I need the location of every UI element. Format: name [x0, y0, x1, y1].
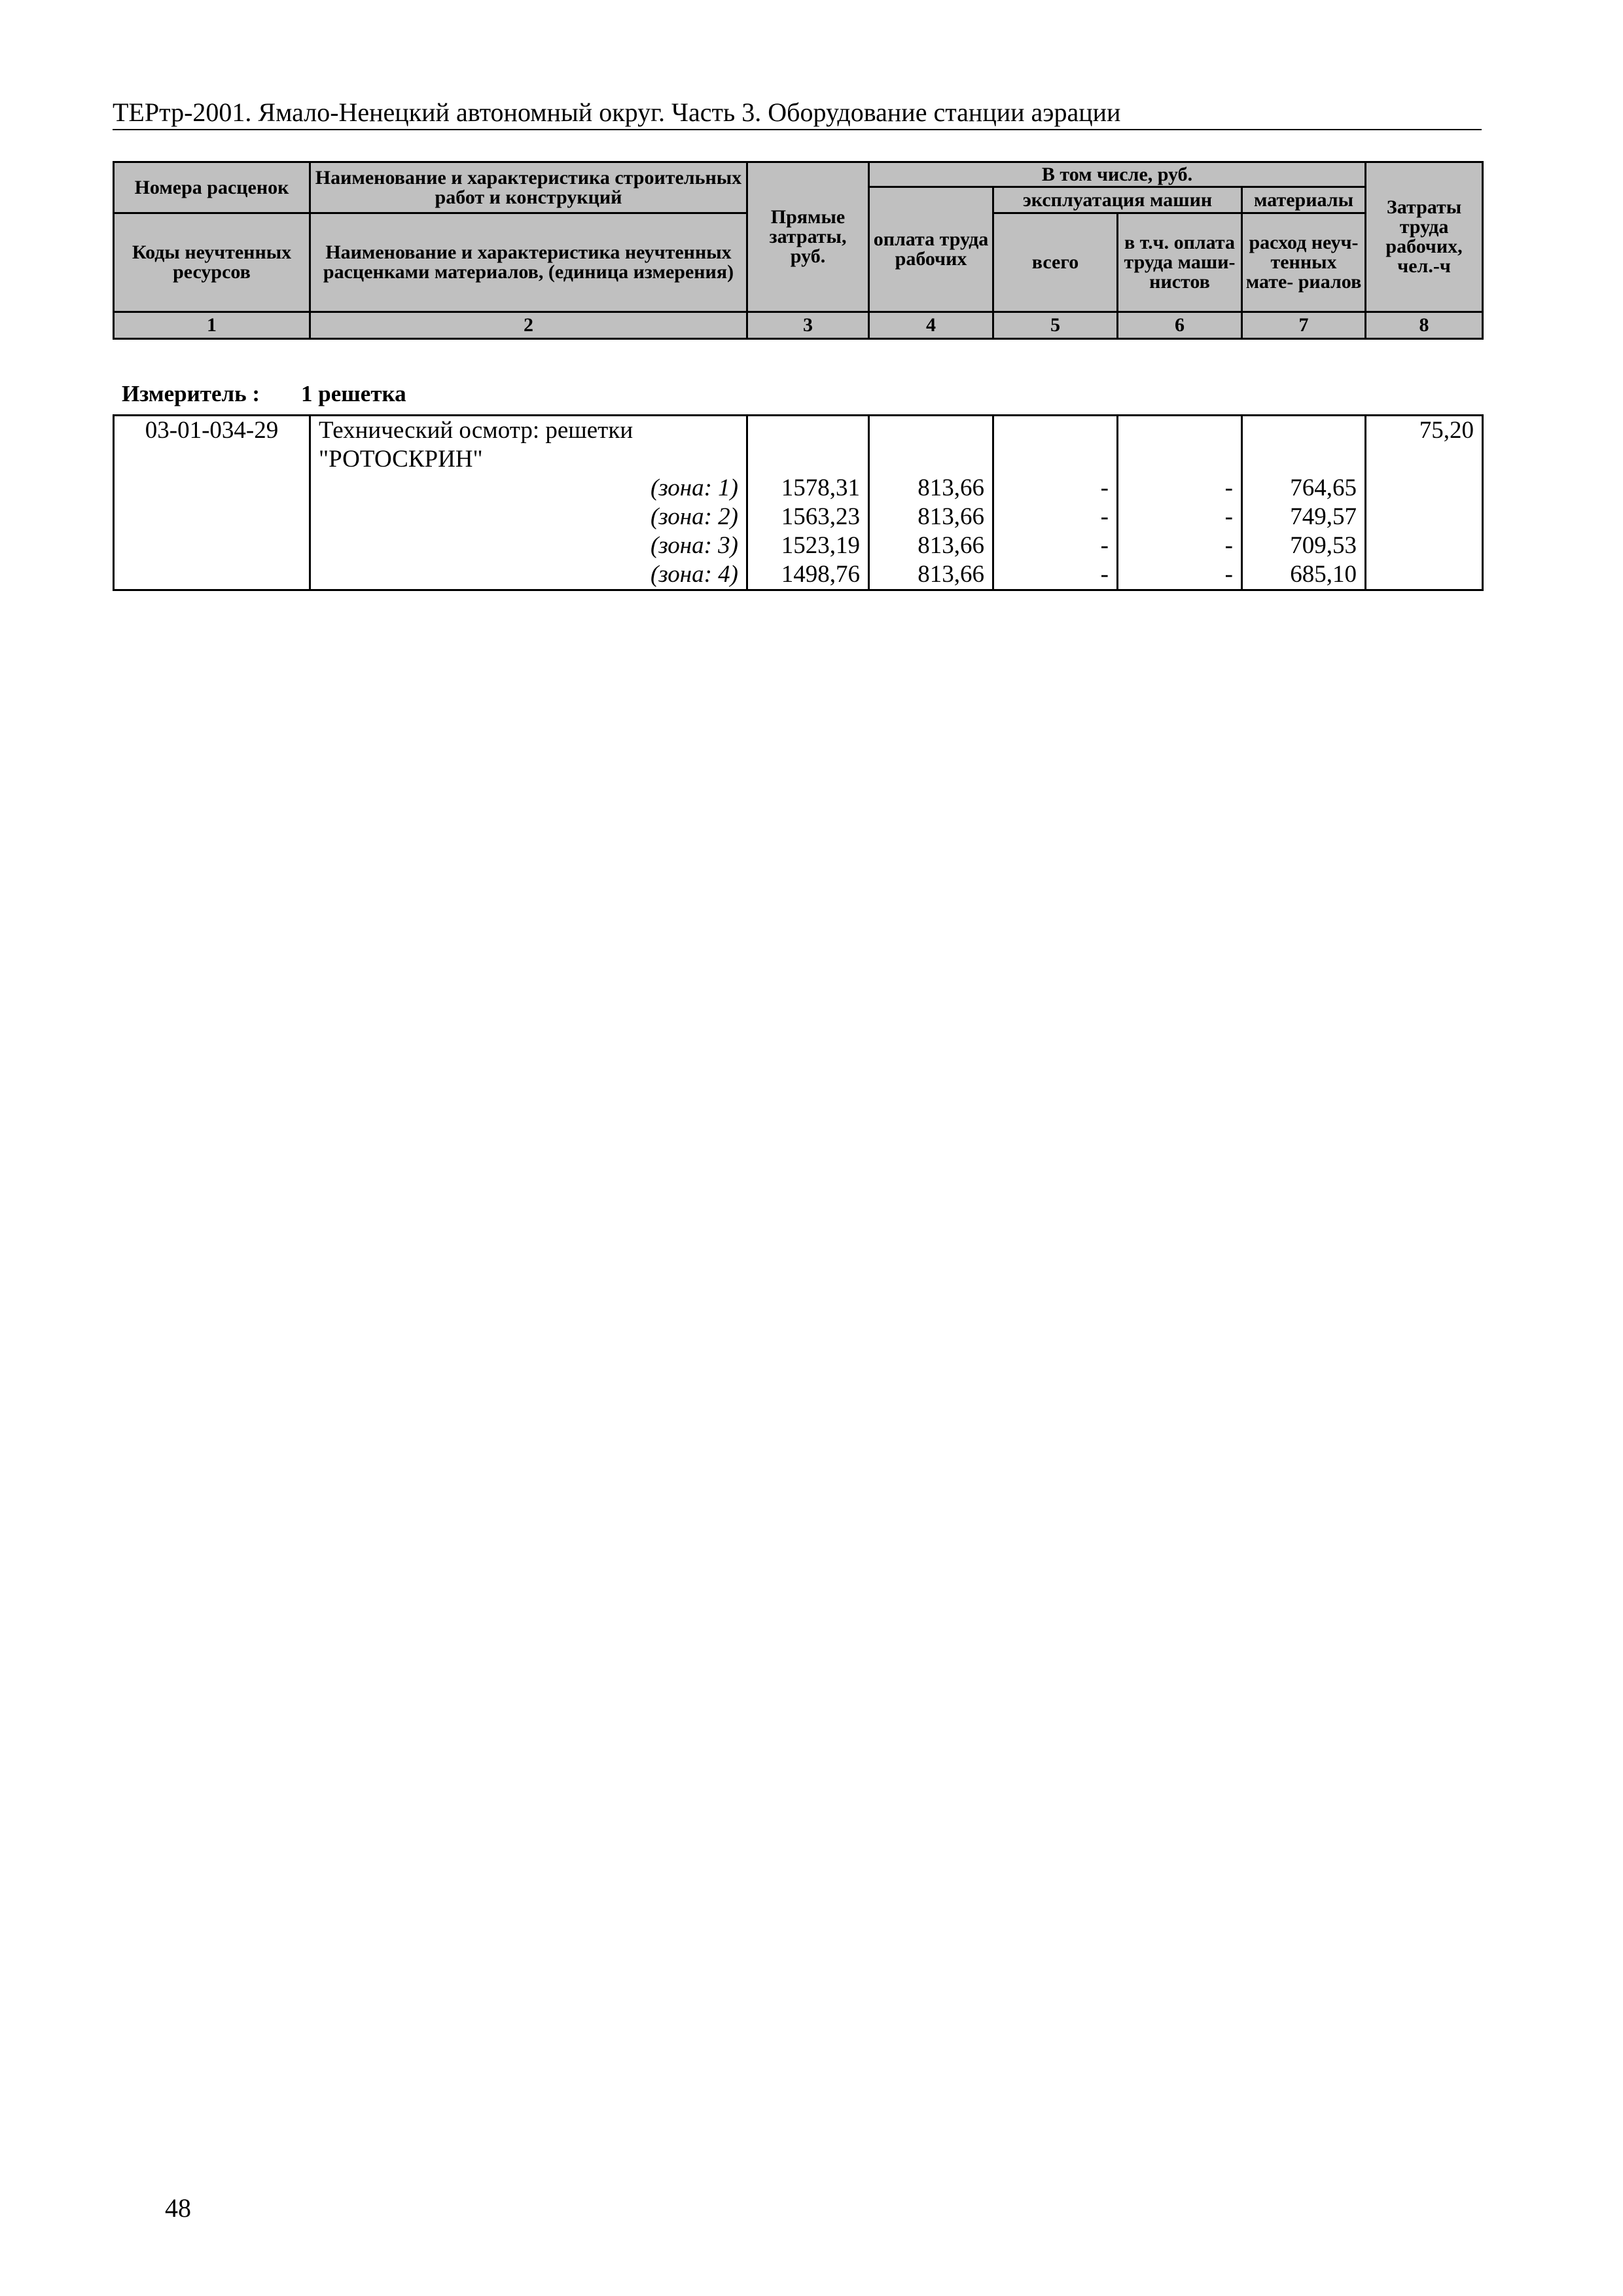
table-row	[114, 416, 1483, 446]
labor-hours: 75,20	[1366, 416, 1483, 446]
header-number: 4	[869, 312, 993, 339]
machines-total: -	[993, 531, 1118, 560]
machinist-wages: -	[1118, 474, 1242, 503]
rate-name-line2: "РОТОСКРИН"	[310, 445, 747, 474]
measure-label: Измеритель :	[122, 381, 260, 406]
wages: 813,66	[869, 503, 993, 531]
wages: 813,66	[869, 531, 993, 560]
header-group-machines: эксплуатация машин	[993, 187, 1242, 213]
zone-label: (зона: 1)	[310, 474, 747, 503]
zone-label: (зона: 2)	[310, 503, 747, 531]
header-number: 5	[993, 312, 1118, 339]
measure-value: 1 решетка	[301, 381, 406, 406]
table-row	[114, 503, 1483, 531]
machinist-wages: -	[1118, 560, 1242, 590]
rates-table	[113, 414, 1484, 591]
zone-label: (зона: 3)	[310, 531, 747, 560]
machines-total: -	[993, 474, 1118, 503]
direct-cost: 1498,76	[747, 560, 869, 590]
header-number: 2	[310, 312, 747, 339]
direct-cost: 1578,31	[747, 474, 869, 503]
header-number: 7	[1242, 312, 1366, 339]
header-number: 8	[1366, 312, 1483, 339]
header-col5: всего	[993, 213, 1118, 312]
table-row	[114, 445, 1483, 474]
materials: 764,65	[1242, 474, 1366, 503]
materials: 685,10	[1242, 560, 1366, 590]
header-col7: расход неуч- тенных мате- риалов	[1242, 213, 1366, 312]
materials: 749,57	[1242, 503, 1366, 531]
machinist-wages: -	[1118, 503, 1242, 531]
header-col2-top: Наименование и характеристика строительных работ и конструкций	[310, 162, 747, 213]
rate-name-line1: Технический осмотр: решетки	[310, 416, 747, 446]
header-number: 6	[1118, 312, 1242, 339]
header-number: 3	[747, 312, 869, 339]
direct-cost: 1563,23	[747, 503, 869, 531]
table-header	[113, 161, 1484, 340]
zone-label: (зона: 4)	[310, 560, 747, 590]
machinist-wages: -	[1118, 531, 1242, 560]
machines-total: -	[993, 503, 1118, 531]
header-col8: Затраты труда рабочих, чел.-ч	[1366, 162, 1483, 312]
document-title: ТЕРтр-2001. Ямало-Ненецкий автономный округ. Часть 3. Оборудование станции аэрации	[113, 98, 1121, 127]
title-rule	[113, 129, 1482, 130]
header-group-including: В том числе, руб.	[869, 162, 1366, 187]
wages: 813,66	[869, 474, 993, 503]
page-number: 48	[165, 2193, 191, 2223]
direct-cost: 1523,19	[747, 531, 869, 560]
header-col2-bottom: Наименование и характеристика неучтенных расценками материалов, (единица измерения)	[310, 213, 747, 312]
wages: 813,66	[869, 560, 993, 590]
machines-total: -	[993, 560, 1118, 590]
table-row	[114, 474, 1483, 503]
rate-code: 03-01-034-29	[114, 416, 310, 446]
header-col1-bottom: Коды неучтенных ресурсов	[114, 213, 310, 312]
header-number: 1	[114, 312, 310, 339]
header-col3: Прямые затраты, руб.	[747, 162, 869, 312]
table-row	[114, 531, 1483, 560]
header-col4: оплата труда рабочих	[869, 187, 993, 312]
materials: 709,53	[1242, 531, 1366, 560]
header-group-materials: материалы	[1242, 187, 1366, 213]
header-col1-top: Номера расценок	[114, 162, 310, 213]
header-col6: в т.ч. оплата труда маши- нистов	[1118, 213, 1242, 312]
table-row	[114, 560, 1483, 590]
